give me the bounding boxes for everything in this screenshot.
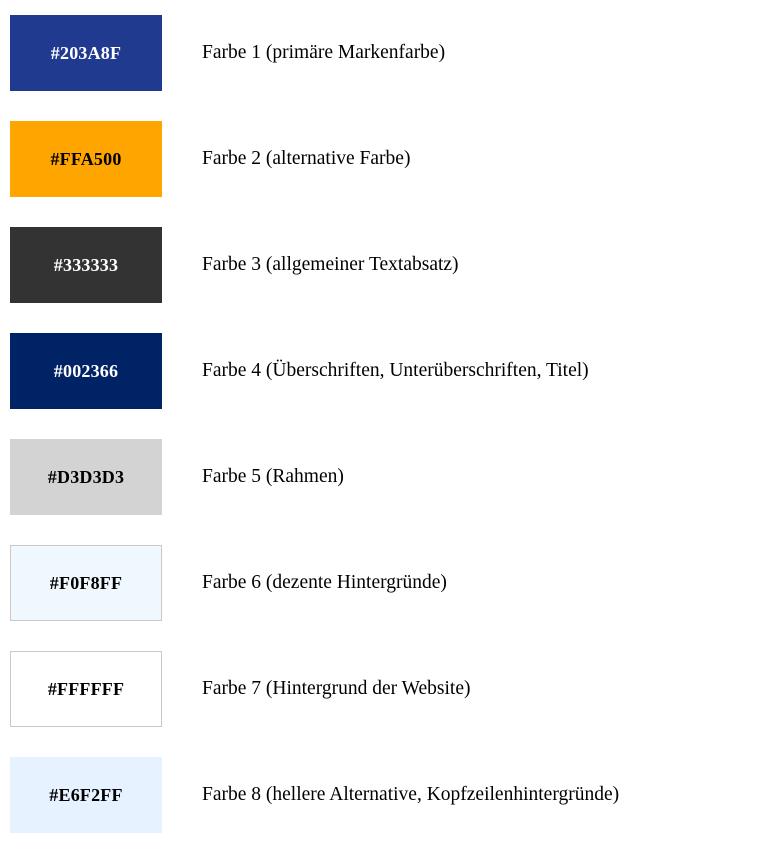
color-hex-label: #F0F8FF xyxy=(49,572,123,593)
color-hex-label: #002366 xyxy=(53,360,119,381)
palette-row-5 xyxy=(0,424,776,530)
palette-row-6 xyxy=(0,530,776,636)
color-description: Farbe 2 (alternative Farbe) xyxy=(202,148,411,169)
color-hex-label: #333333 xyxy=(53,254,119,275)
color-description: Farbe 6 (dezente Hintergründe) xyxy=(202,572,447,593)
color-swatch xyxy=(10,15,162,91)
color-description: Farbe 4 (Überschriften, Unterüberschriften, Titel) xyxy=(202,360,589,381)
palette-row-3 xyxy=(0,212,776,318)
color-swatch xyxy=(10,439,162,515)
color-swatch xyxy=(10,545,162,621)
color-hex-label: #203A8F xyxy=(50,42,122,63)
color-swatch xyxy=(10,333,162,409)
color-description: Farbe 8 (hellere Alternative, Kopfzeilenhintergründe) xyxy=(202,784,620,805)
palette-row-1 xyxy=(0,0,776,106)
color-hex-label: #D3D3D3 xyxy=(47,466,125,487)
color-swatch xyxy=(10,121,162,197)
palette-row-7 xyxy=(0,636,776,742)
color-swatch xyxy=(10,227,162,303)
palette-row-8 xyxy=(0,742,776,848)
color-hex-label: #FFFFFF xyxy=(47,678,125,699)
color-description: Farbe 3 (allgemeiner Textabsatz) xyxy=(202,254,459,275)
color-hex-label: #FFA500 xyxy=(50,148,122,169)
palette-row-2 xyxy=(0,106,776,212)
color-description: Farbe 5 (Rahmen) xyxy=(202,466,344,487)
color-description: Farbe 1 (primäre Markenfarbe) xyxy=(202,42,446,63)
color-swatch xyxy=(10,757,162,833)
color-hex-label: #E6F2FF xyxy=(49,784,123,805)
palette-row-4 xyxy=(0,318,776,424)
color-description: Farbe 7 (Hintergrund der Website) xyxy=(202,678,471,699)
color-swatch xyxy=(10,651,162,727)
